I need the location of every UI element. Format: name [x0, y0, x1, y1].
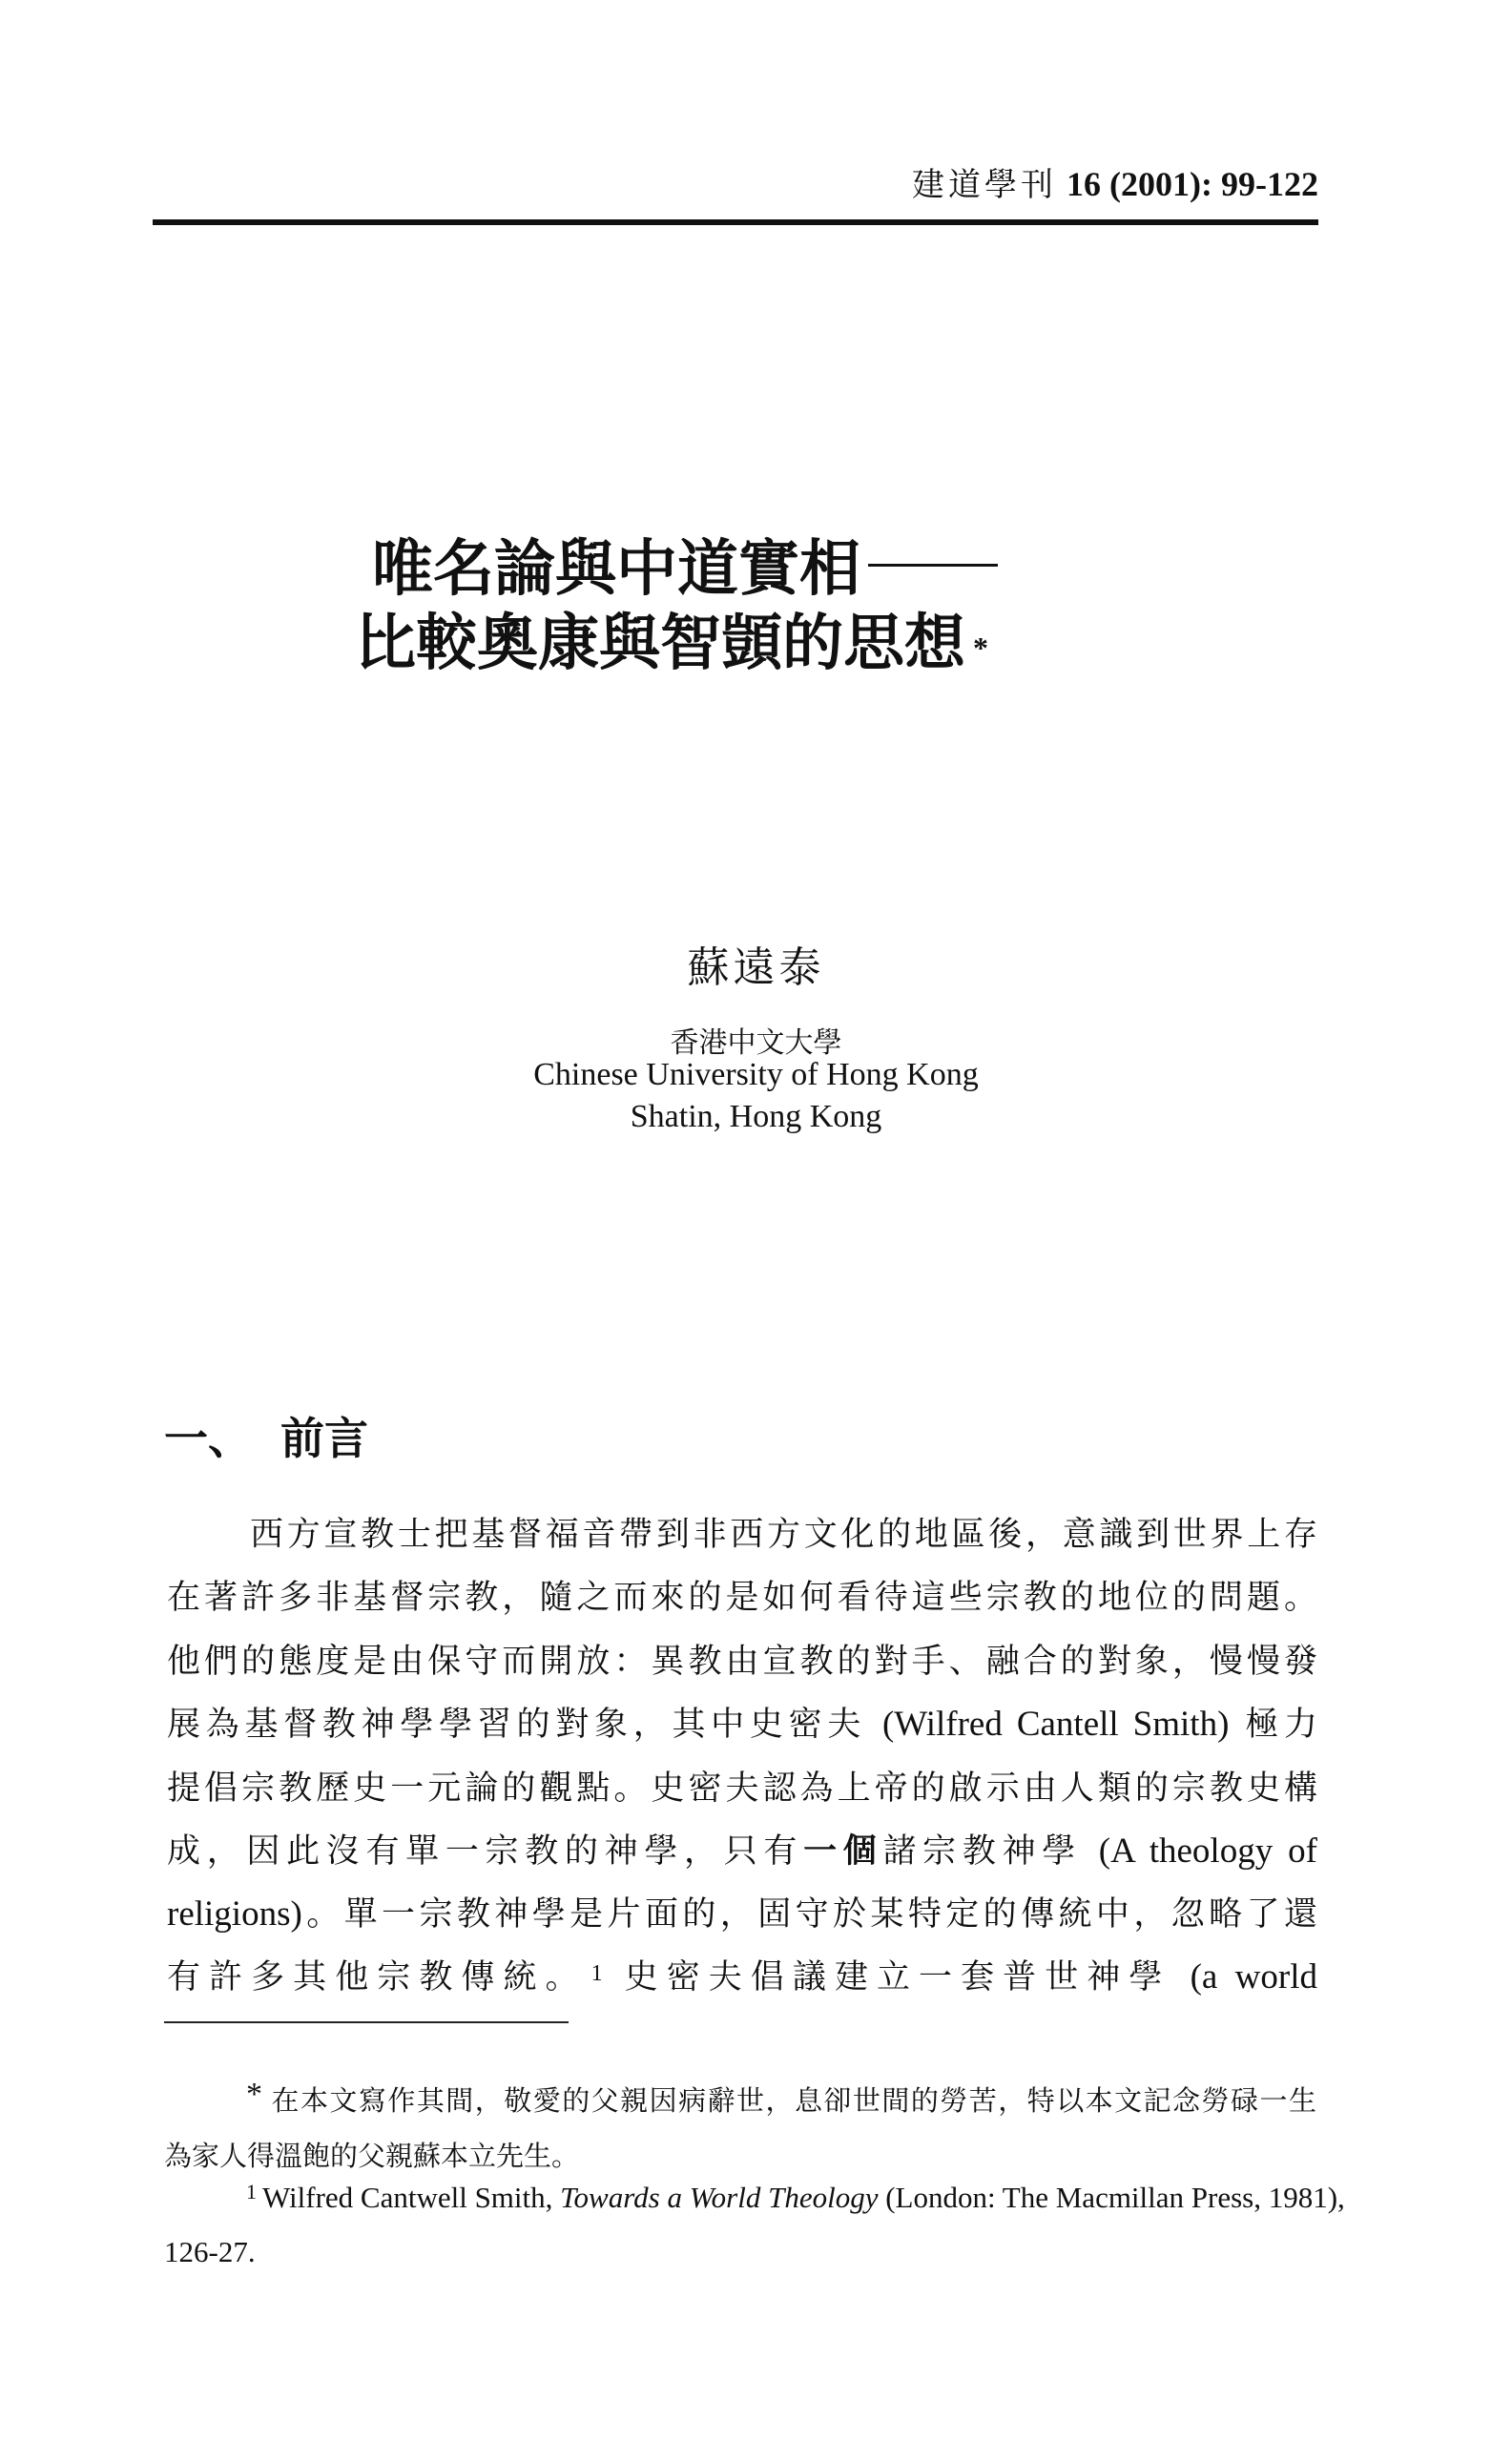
body-text: 在著許多非基督宗教，隨之而來的是如何看待這些宗教的地位的問題。 — [167, 1579, 1317, 1617]
affiliation-location: Shatin, Hong Kong — [630, 1099, 882, 1134]
section-heading — [164, 1410, 368, 1467]
journal-name: 建道學刊 — [912, 166, 1058, 204]
running-header — [912, 162, 1318, 208]
body-text: 展為基督教神學學習的對象，其中史密夫 — [167, 1706, 882, 1744]
title-em-dash — [868, 564, 998, 567]
body-latin-term: religions) — [167, 1894, 302, 1934]
affiliation-zh: 香港中文大學 — [670, 1026, 842, 1060]
body-line — [167, 1641, 1317, 1683]
body-latin-name: (Wilfred Cantell Smith) — [881, 1705, 1230, 1744]
footnote-1-number: 1 — [246, 2180, 257, 2204]
footnote-star-line-2 — [164, 2137, 579, 2176]
body-line — [250, 1514, 1317, 1556]
body-text: 諸宗教神學 — [882, 1832, 1099, 1871]
body-line — [167, 1768, 1317, 1810]
body-line — [167, 1577, 1317, 1619]
footnote-1-line-2 — [164, 2233, 256, 2271]
body-text: 成，因此沒有單一宗教的神學，只有 — [167, 1832, 804, 1871]
footnote-1-book-title: Towards a World Theology — [560, 2181, 879, 2214]
body-line — [167, 1956, 1317, 1998]
footnote-star-text: 為家人得溫飽的父親蘇本立先生。 — [164, 2140, 580, 2172]
body-emphasis: 一個 — [803, 1832, 883, 1871]
body-text: 有許多其他宗教傳統。 — [167, 1958, 588, 1997]
affiliation-en: Chinese University of Hong Kong — [533, 1057, 979, 1092]
body-line — [167, 1704, 1317, 1746]
body-text: 史密夫倡議建立一套普世神學 — [615, 1958, 1191, 1997]
journal-citation: 16 (2001): 99-122 — [1067, 165, 1318, 203]
body-latin-term: (A theology of — [1098, 1832, 1317, 1871]
footnote-star-mark: * — [246, 2077, 262, 2112]
title-line-1 — [372, 532, 998, 607]
footnote-1-author: Wilfred Cantwell Smith, — [262, 2181, 561, 2214]
body-text: 提倡宗教歷史一元論的觀點。史密夫認為上帝的啟示由人類的宗教史構 — [167, 1769, 1317, 1808]
section-title: 前言 — [280, 1413, 368, 1464]
body-text: 他們的態度是由保守而開放：異教由宣教的對手、融合的對象，慢慢發 — [167, 1643, 1317, 1681]
body-line — [167, 1894, 1317, 1935]
title-line-2 — [355, 607, 988, 681]
author-name: 蘇遠泰 — [687, 943, 825, 992]
footnote-star-line-1 — [246, 2077, 1316, 2121]
body-text: 西方宣教士把基督福音帶到非西方文化的地區後，意識到世界上存 — [250, 1516, 1317, 1554]
body-text: 。單一宗教神學是片面的，固守於某特定的傳統中，忽略了還 — [301, 1895, 1317, 1934]
footnote-1-line-1 — [246, 2179, 1345, 2217]
body-latin-term: (a world — [1190, 1957, 1317, 1997]
body-line — [167, 1831, 1317, 1873]
footnote-1-pages: 126-27. — [164, 2235, 256, 2268]
title-footnote-mark[interactable]: * — [973, 631, 988, 665]
footnote-rule — [164, 2021, 569, 2023]
title-subtitle: 比較奧康與智顗的思想 — [355, 609, 965, 679]
footnote-1-publisher: (London: The Macmillan Press, 1981), — [878, 2181, 1345, 2214]
footnote-ref-1[interactable]: 1 — [590, 1961, 603, 1986]
body-text: 極力 — [1229, 1706, 1317, 1744]
section-number: 一、 — [164, 1413, 252, 1464]
header-rule — [153, 219, 1318, 225]
title-main: 唯名論與中道實相 — [372, 534, 860, 605]
footnote-star-text: 在本文寫作其間，敬愛的父親因病辭世，息卻世間的勞苦，特以本文記念勞碌一生 — [270, 2084, 1316, 2117]
